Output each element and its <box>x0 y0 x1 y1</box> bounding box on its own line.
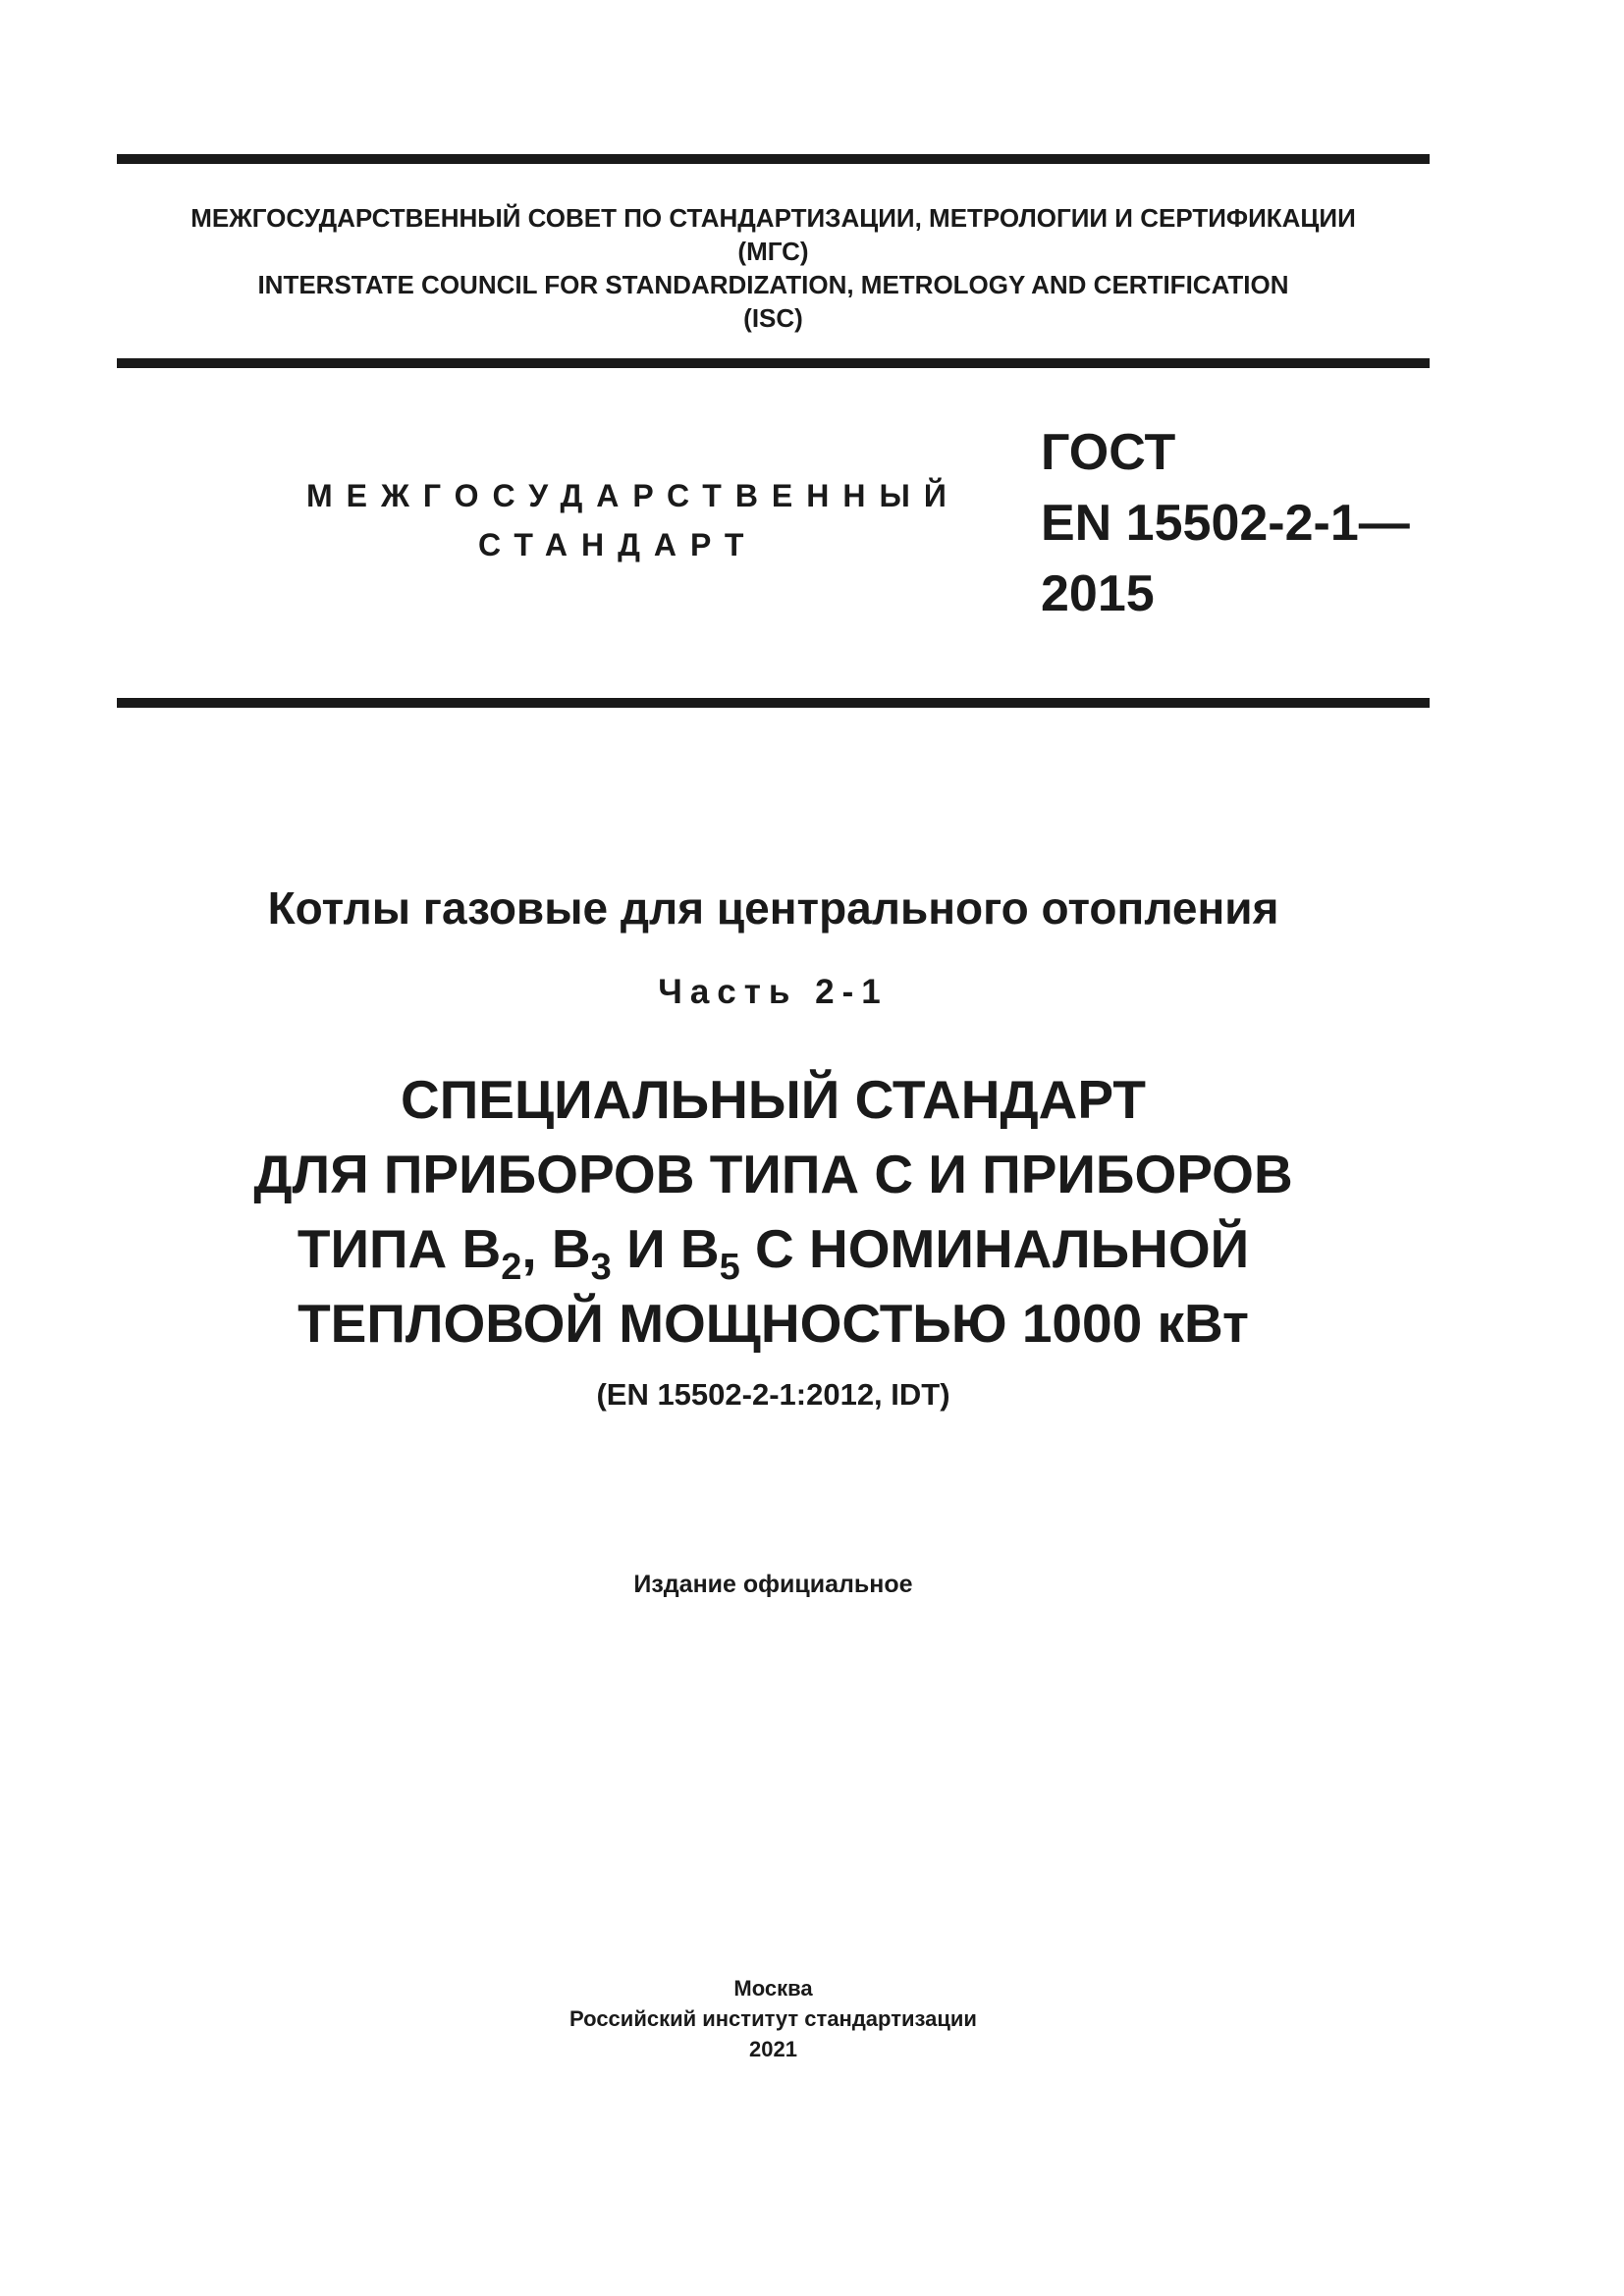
council-abbr-en: (ISC) <box>743 303 803 333</box>
special-title-line3: ТИПА $В_2$, $В_3$ И $В_5$ С НОМИНАЛЬНОЙ <box>297 1218 1250 1288</box>
document-part: Часть 2-1 <box>658 973 889 1011</box>
imprint <box>117 1973 1430 2064</box>
imprint-city: Москва <box>733 1976 813 2001</box>
edition-label: Издание официальное <box>633 1571 913 1598</box>
header-rule <box>117 358 1430 368</box>
en-reference: (EN 15502-2-1:2012, IDT) <box>596 1377 950 1412</box>
council-abbr-ru: (МГС) <box>737 237 809 266</box>
standard-number <box>1041 417 1410 629</box>
imprint-publisher: Российский институт стандартизации <box>569 2006 977 2031</box>
standard-type-line1: МЕЖГОСУДАРСТВЕННЫЙ <box>306 478 960 513</box>
top-rule <box>117 154 1430 164</box>
council-header <box>117 201 1430 335</box>
council-name-ru: МЕЖГОСУДАРСТВЕННЫЙ СОВЕТ ПО СТАНДАРТИЗАЦИИ, МЕТРОЛОГИИ И СЕРТИФИКАЦИИ <box>190 203 1356 233</box>
title-block-rule <box>117 698 1430 708</box>
standard-number-line2: EN 15502-2-1— <box>1041 495 1410 552</box>
standard-number-line3: 2015 <box>1041 565 1155 622</box>
special-title-line2: ДЛЯ ПРИБОРОВ ТИПА С И ПРИБОРОВ <box>253 1144 1293 1204</box>
document-title: Котлы газовые для центрального отопления <box>267 882 1279 934</box>
council-name-en: INTERSTATE COUNCIL FOR STANDARDIZATION, METROLOGY AND CERTIFICATION <box>257 270 1289 299</box>
standard-type-line2: СТАНДАРТ <box>478 527 758 562</box>
special-title-line4: ТЕПЛОВОЙ МОЩНОСТЬЮ 1000 кВт <box>298 1293 1249 1354</box>
imprint-year: 2021 <box>749 2037 797 2061</box>
standard-number-line1: ГОСТ <box>1041 424 1176 481</box>
special-title-line1: СПЕЦИАЛЬНЫЙ СТАНДАРТ <box>401 1069 1146 1130</box>
special-standard-title <box>117 1062 1430 1361</box>
